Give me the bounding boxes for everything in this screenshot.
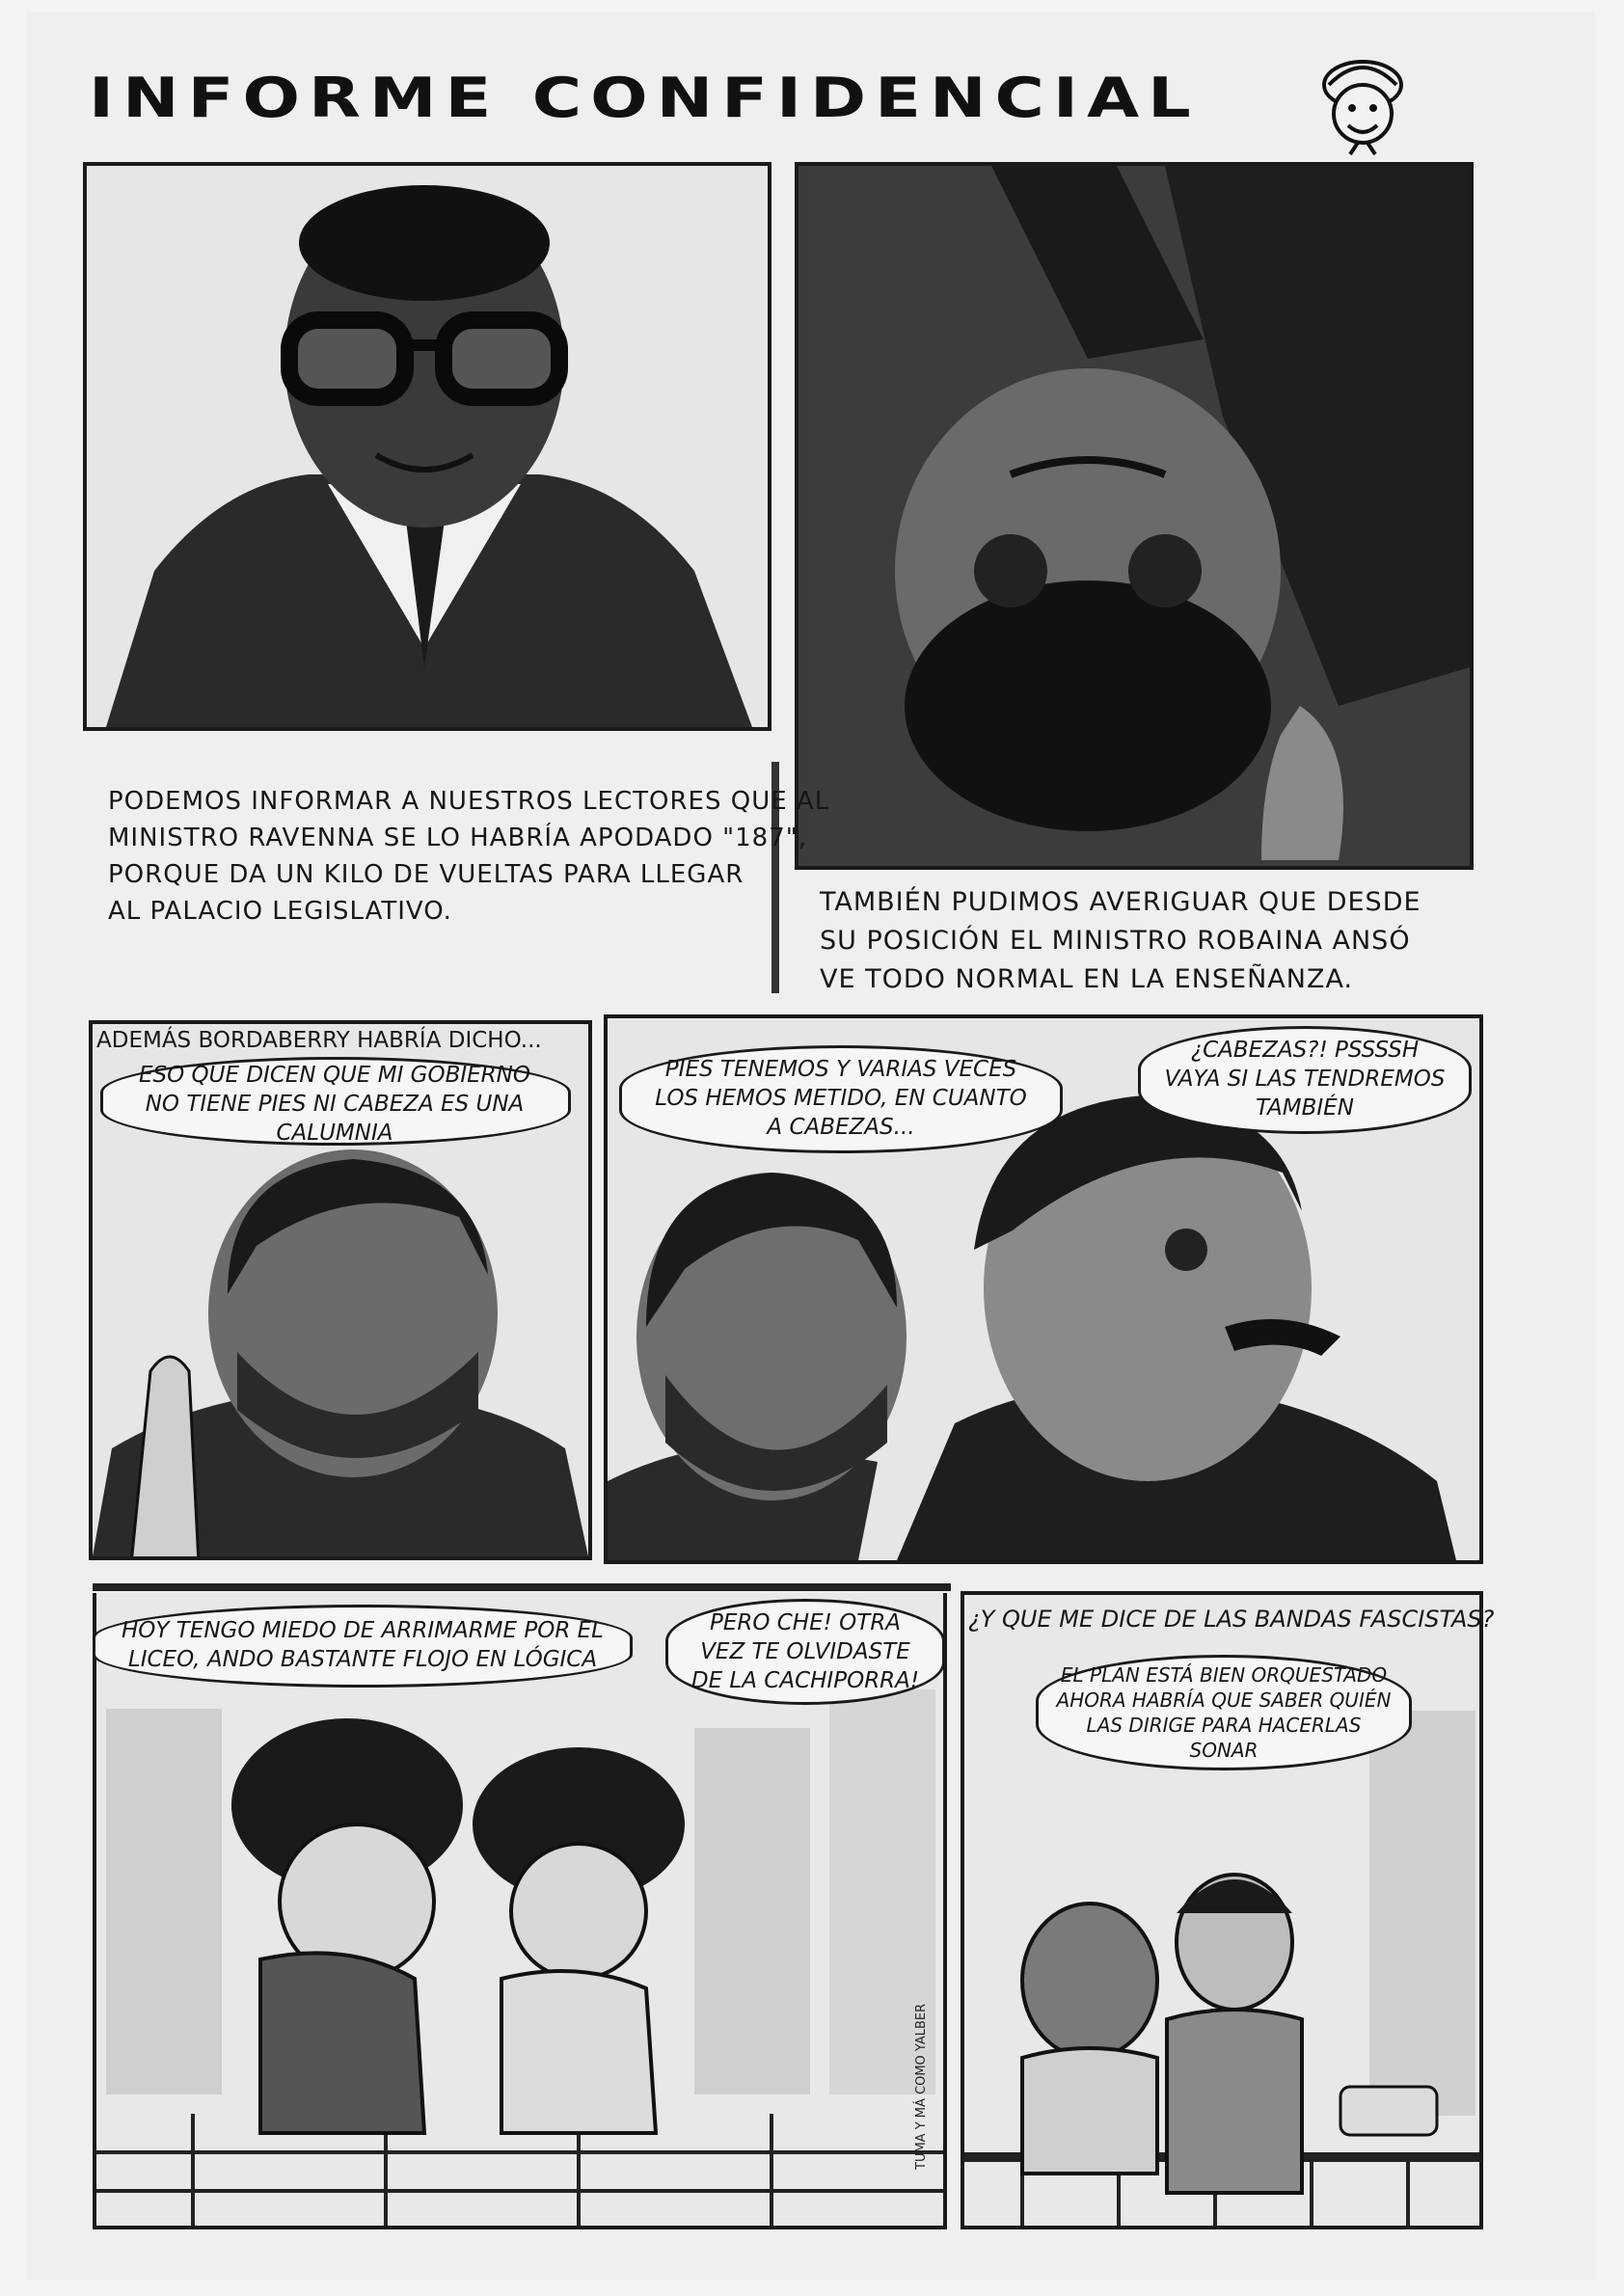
caption-robaina	[820, 883, 1421, 999]
bubble-line: LOS HEMOS METIDO, EN CUANTO	[655, 1086, 1027, 1111]
bubble-line: DE LA CACHIPORRA!	[690, 1668, 920, 1693]
bubble-line: EL PLAN ESTÁ BIEN ORQUESTADO	[1060, 1663, 1388, 1687]
bubble-line: CALUMNIA	[276, 1121, 393, 1146]
bubble-text-plan	[1043, 1662, 1404, 1763]
artist-signature: TUMA Y MÁ COMO YALBER	[914, 2003, 929, 2170]
caption-line: PORQUE DA UN KILO DE VUELTAS PARA LLEGAR	[108, 860, 744, 889]
row3-top-rule	[93, 1583, 951, 1591]
caption-line: MINISTRO RAVENNA SE LO HABRÍA APODADO "187",	[108, 824, 807, 852]
bubble-text-bordaberry	[108, 1061, 561, 1148]
bubble-text-cachiporra	[673, 1608, 937, 1695]
bubble-line: LICEO, ANDO BASTANTE FLOJO EN LÓGICA	[127, 1647, 598, 1672]
bubble-line: VAYA SI LAS TENDREMOS	[1164, 1067, 1446, 1092]
caption-line: VE TODO NORMAL EN LA ENSEÑANZA.	[820, 964, 1354, 994]
bubble-line: ESO QUE DICEN QUE MI GOBIERNO	[139, 1063, 530, 1088]
narration-fascist-bands: ¿Y QUE ME DICE DE LAS BANDAS FASCISTAS?	[968, 1606, 1495, 1633]
panel-robaina-upside-down	[795, 162, 1474, 870]
bubble-line: PERO CHE! OTRA	[709, 1610, 902, 1635]
bubble-line: A CABEZAS...	[767, 1115, 915, 1140]
caption-line: PODEMOS INFORMAR A NUESTROS LECTORES QUE AL	[108, 787, 830, 816]
masthead-logo-icon	[1310, 50, 1416, 156]
bubble-text-miedo	[102, 1616, 623, 1674]
caption-line: SU POSICIÓN EL MINISTRO ROBAINA ANSÓ	[820, 926, 1411, 956]
caption-line: TAMBIÉN PUDIMOS AVERIGUAR QUE DESDE	[820, 887, 1421, 917]
robaina-caricature	[798, 166, 1470, 866]
bubble-line: VEZ TE OLVIDASTE	[700, 1639, 910, 1664]
bubble-line: HOY TENGO MIEDO DE ARRIMARME POR EL	[122, 1618, 604, 1643]
bubble-line: LAS DIRIGE PARA HACERLAS	[1086, 1714, 1362, 1737]
ravenna-caricature	[87, 166, 768, 727]
bubble-line: NO TIENE PIES NI CABEZA ES UNA	[145, 1092, 525, 1117]
bubble-text-pies-tenemos	[629, 1055, 1053, 1142]
caption-line: AL PALACIO LEGISLATIVO.	[108, 897, 452, 926]
narration-top-left: ADEMÁS BORDABERRY HABRÍA DICHO...	[96, 1028, 542, 1053]
caption-ravenna	[108, 783, 829, 930]
bubble-line: SONAR	[1189, 1739, 1259, 1762]
bubble-line: AHORA HABRÍA QUE SABER QUIÉN	[1056, 1688, 1392, 1712]
bubble-line: TAMBIÉN	[1256, 1095, 1354, 1121]
bubble-line: ¿CABEZAS?! PSSSSH	[1190, 1038, 1420, 1063]
bubble-line: PIES TENEMOS Y VARIAS VECES	[664, 1057, 1017, 1082]
panel-ravenna-portrait	[83, 162, 771, 731]
masthead-title: INFORME CONFIDENCIAL	[89, 65, 1200, 130]
bubble-text-cabezas	[1146, 1036, 1464, 1122]
